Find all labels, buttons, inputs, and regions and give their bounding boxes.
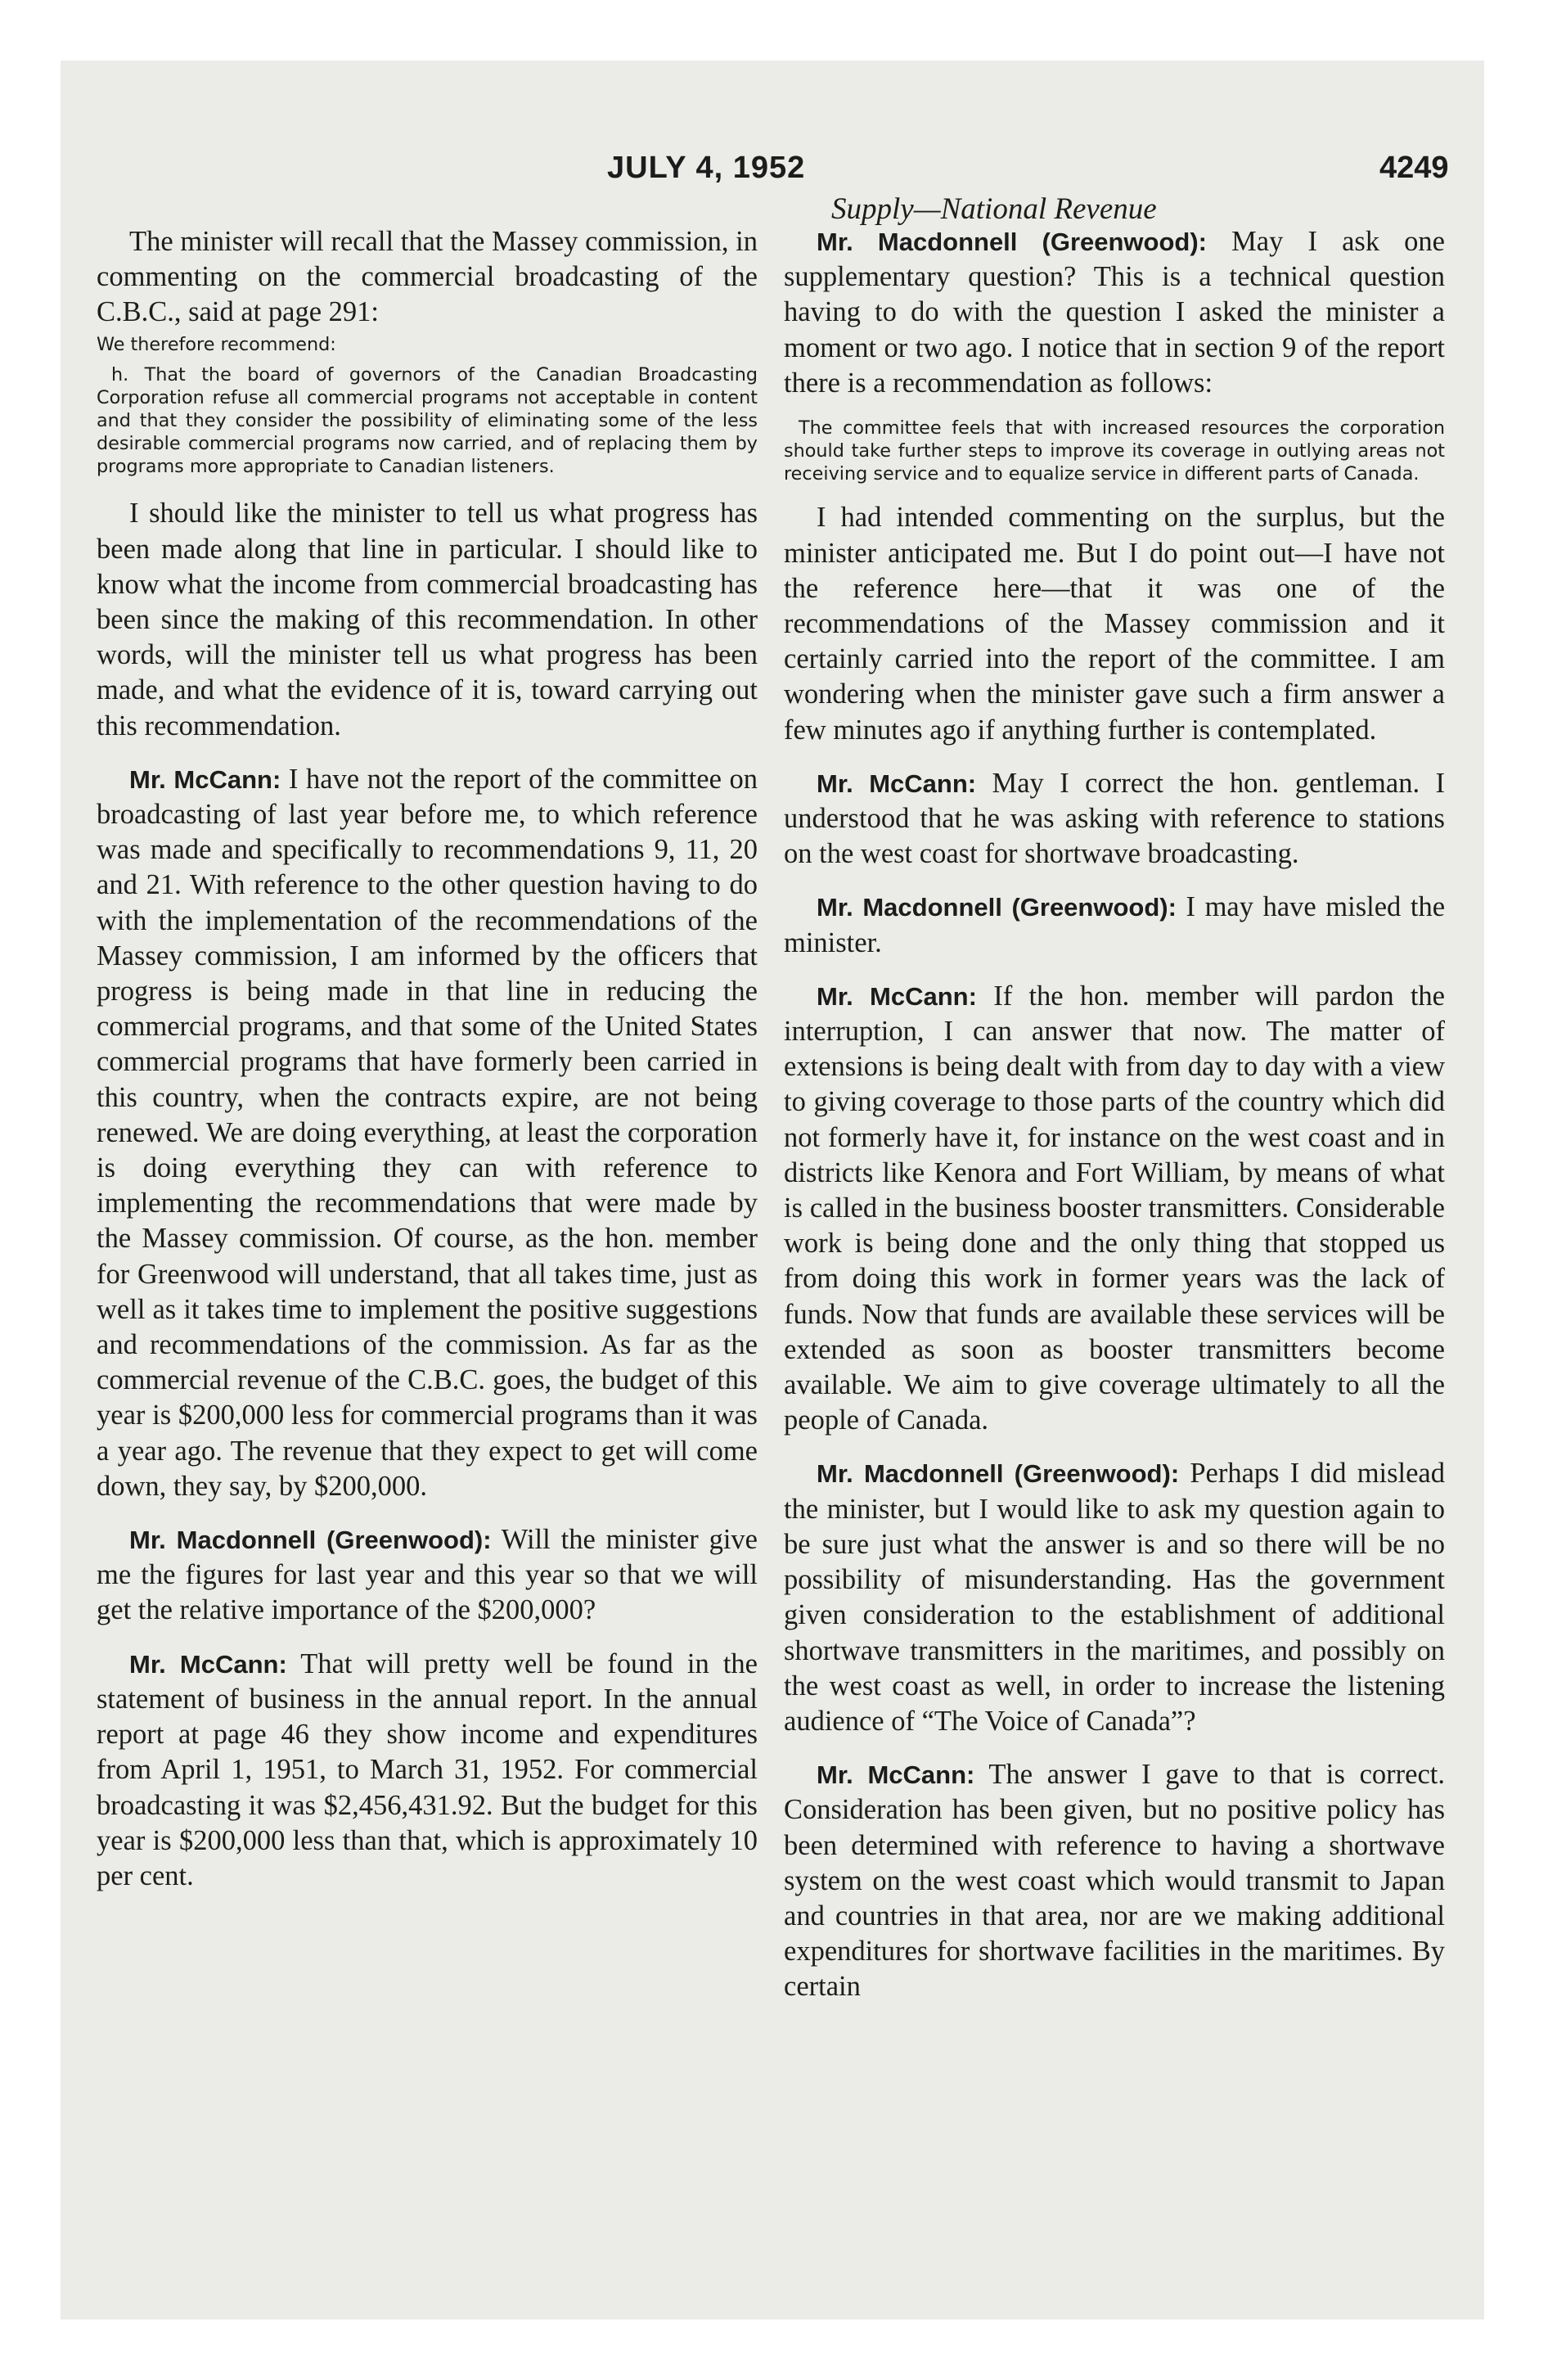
speaker-name: Mr. Macdonnell (Greenwood):: [817, 1459, 1180, 1489]
speech-paragraph: [784, 766, 1445, 872]
speech-text: If the hon. member will pardon the interruption, I can answer that now. The matter of extensions is being dealt with from day to day with a view to giving coverage to those parts of the country which did not formerly have it, for instance on the west coast and in districts like Kenora and Fort William, by means of what is called in the business booster transmitters. Considerable work is being done and the only thing that stopped us from doing this work in former years was the lack of funds. Now that funds are available these services will be extended as soon as booster transmitters become available. We aim to give coverage ultimately to all the people of Canada.: [784, 980, 1445, 1436]
speaker-name: Mr. McCann:: [129, 764, 281, 794]
speaker-name: Mr. McCann:: [817, 981, 977, 1011]
right-column: [784, 224, 1445, 2005]
speaker-name: Mr. Macdonnell (Greenwood):: [817, 893, 1177, 922]
block-quote: The committee feels that with increased resources the corporation should take further steps to improve its coverage in outlying areas not receiving service and to equalize service in different parts of Canada.: [784, 417, 1445, 485]
paragraph: I had intended commenting on the surplus, but the minister anticipated me. But I do point out—I have not the reference here—that it was one of the recommendations of the Massey commission and it certainly carried into the report of the committee. I am wondering when the minister gave such a firm answer a few minutes ago if anything further is contemplated.: [784, 502, 1445, 746]
speech-paragraph: [784, 890, 1445, 960]
page-number: 4249: [1379, 151, 1449, 185]
speech-text: Will the minister give me the figures for last year and this year so that we will get the relative importance of the $200,000?: [97, 1524, 758, 1626]
speech-text: I may have misled the minister.: [784, 891, 1446, 958]
speech-text: I have not the report of the committee on broadcasting of last year before me, to which reference was made and specifically to recommendations 9, 11, 20 and 21. With reference to the other question having to do with the implementation of the recommendations of the Massey commission, I am informed by the officers that progress is being made in that line in reducing the commercial programs, and that some of the United States commercial programs that have formerly been carried in this country, when the contracts expire, are not being renewed. We are doing everything, at least the corporation is doing everything they can with reference to implementing the recommendations that were made by the Massey commission. Of course, as the hon. member for Greenwood will understand, that all takes time, just as well as it takes time to implement the positive suggestions and recommendations of the commission. As far as the commercial revenue of the C.B.C. goes, the budget of this year is $200,000 less for commercial programs than it was a year ago. The revenue that they expect to get will come down, they say, by $200,000.: [97, 763, 758, 1502]
speaker-name: Mr. McCann:: [817, 1760, 975, 1790]
section-subtitle: Supply—National Revenue: [831, 192, 1157, 226]
speech-paragraph: [784, 979, 1445, 1439]
speech-paragraph: [784, 1757, 1445, 2004]
block-quote: h. That the board of governors of the Canadian Broadcasting Corporation refuse all commercial programs not acceptable in content and that they consider the possibility of eliminating some of the less desirable commercial programs now carried, and of replacing them by programs more appropriate to Canadian listeners.: [97, 364, 758, 477]
paragraph: I should like the minister to tell us what progress has been made along that line in particular. I should like to know what the income from commercial broadcasting has been since the making of this recommendation. In other words, will the minister tell us what progress has been made, and what the evidence of it is, toward carrying out this recommendation.: [97, 498, 758, 741]
speech-paragraph: [784, 1456, 1445, 1739]
paragraph: The minister will recall that the Massey commission, in commenting on the commercial broadcasting of the C.B.C., said at page 291:: [97, 226, 758, 328]
speech-text: That will pretty well be found in the statement of business in the annual report. In the annual report at page 46 they show income and expenditures from April 1, 1951, to March 31, 1952. For commercial broadcasting it was $2,456,431.92. But the budget for this year is $200,000 less than that, which is approximately 10 per cent.: [97, 1648, 758, 1891]
speech-paragraph: [784, 224, 1445, 401]
quote-intro: We therefore recommend:: [97, 333, 336, 355]
speech-text: May I correct the hon. gentleman. I understood that he was asking with reference to stations on the west coast for shortwave broadcasting.: [784, 767, 1445, 870]
speech-text: The answer I gave to that is correct. Consideration has been given, but no positive policy has been determined with reference to having a shortwave system on the west coast which would transmit to Japan and countries in that area, nor are we making additional expenditures for shortwave facilities in the maritimes. By certain: [784, 1759, 1445, 2003]
speech-text: May I ask one supplementary question? This is a technical question having to do with the question I asked the minister a moment or two ago. I notice that in section 9 of the report there is a recommendation as follows:: [784, 226, 1445, 399]
speech-paragraph: [97, 762, 758, 1504]
left-column: [97, 224, 758, 1894]
speaker-name: Mr. McCann:: [129, 1649, 287, 1679]
speech-paragraph: [97, 1647, 758, 1894]
speech-text: Perhaps I did mislead the minister, but I would like to ask my question again to be sure just what the answer is and so there will be no possibility of misunderstanding. Has the government given consideration to the establishment of additional shortwave transmitters in the maritimes, and possibly on the west coast as well, in order to increase the listening audience of “The Voice of Canada”?: [784, 1458, 1445, 1737]
speaker-name: Mr. McCann:: [817, 769, 977, 798]
speech-paragraph: [97, 1522, 758, 1629]
page-date: JULY 4, 1952: [607, 151, 806, 185]
speaker-name: Mr. Macdonnell (Greenwood):: [817, 228, 1207, 256]
speaker-name: Mr. Macdonnell (Greenwood):: [129, 1526, 492, 1555]
